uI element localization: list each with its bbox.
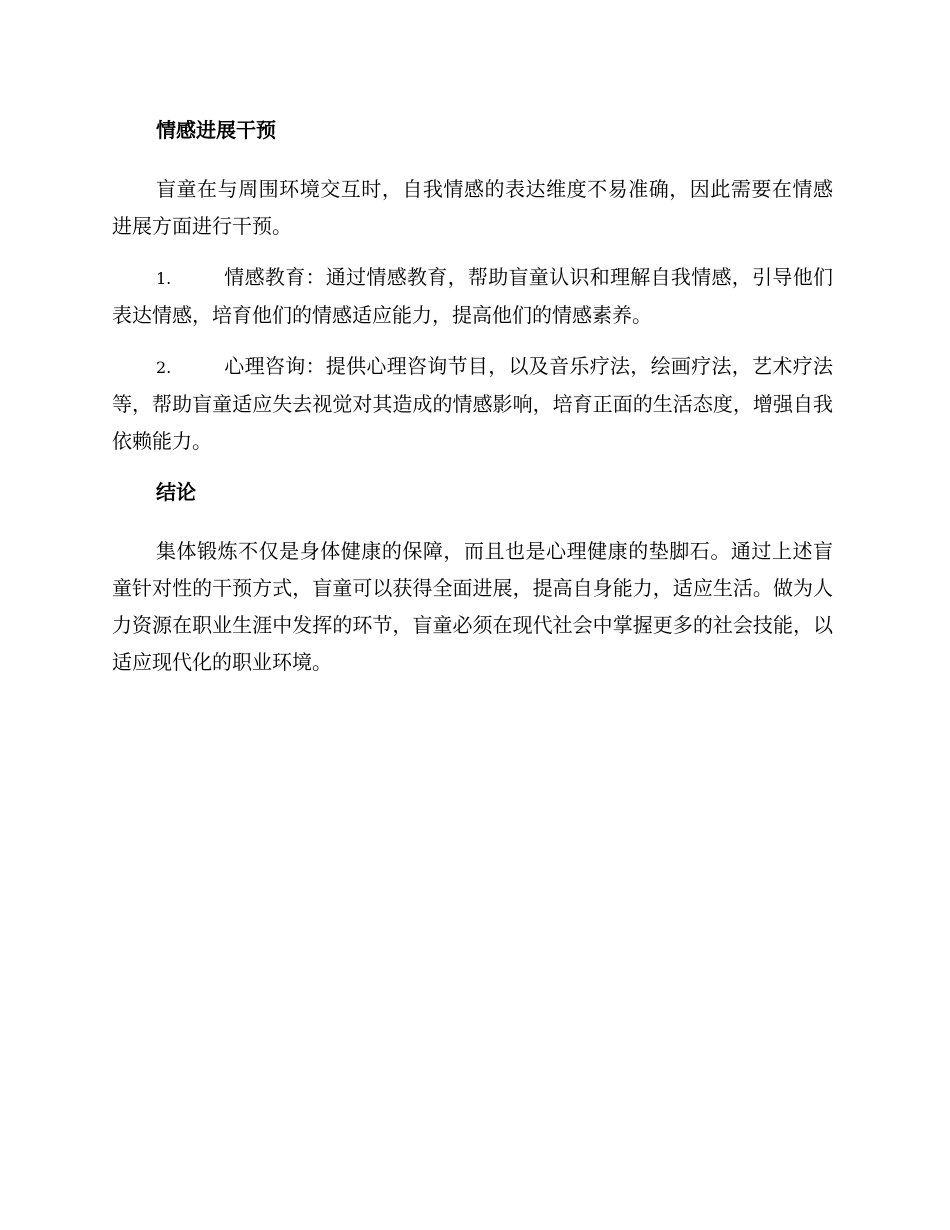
list-item-text: 情感教育：通过情感教育，帮助盲童认识和理解自我情感，引导他们表达情感，培育他们的情感适应能力，提高他们的情感素养。 (112, 265, 833, 327)
intro-paragraph: 盲童在与周围环境交互时，自我情感的表达维度不易准确，因此需要在情感进展方面进行干预。 (112, 177, 833, 238)
list-item-text: 心理咨询：提供心理咨询节目，以及音乐疗法，绘画疗法，艺术疗法等，帮助盲童适应失去视觉对其造成的情感影响，培育正面的生活态度，增强自我依赖能力。 (112, 354, 833, 453)
list-item-emotional-education (112, 259, 833, 334)
list-item-psychological-counseling (112, 348, 833, 460)
section-heading-emotional-development: 情感进展干预 (156, 118, 276, 142)
conclusion-paragraph: 集体锻炼不仅是身体健康的保障，而且也是心理健康的垫脚石。通过上述盲童针对性的干预方式，盲童可以获得全面进展，提高自身能力，适应生活。做为人力资源在职业生涯中发挥的环节，盲童必须在现代社会中掌握更多的社会技能，以适应现代化的职业环境。 (112, 539, 833, 674)
list-number: 1. (156, 269, 172, 288)
section-heading-conclusion: 结论 (156, 480, 196, 504)
list-number: 2. (156, 358, 172, 377)
